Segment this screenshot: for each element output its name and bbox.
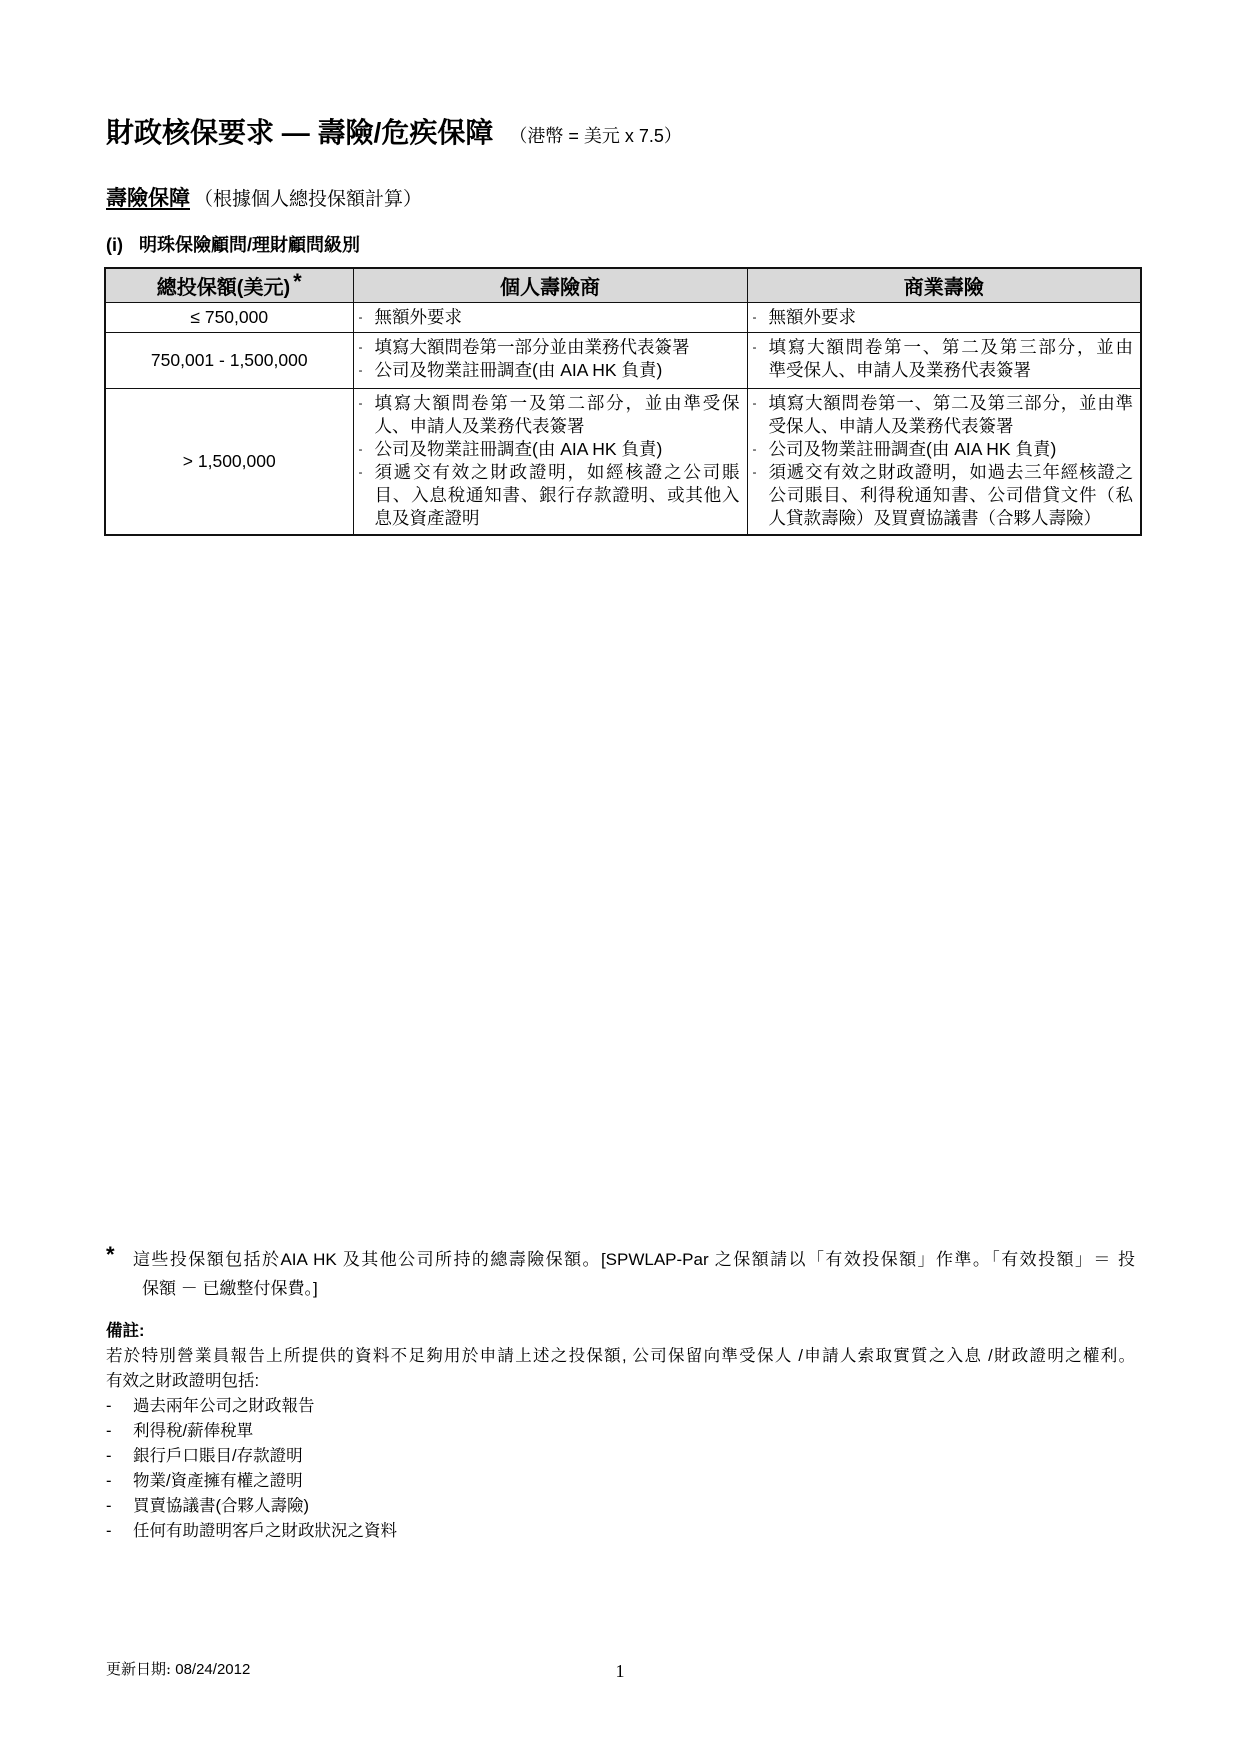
header-commercial: 商業壽險 [747, 268, 1141, 303]
requirement-item [359, 306, 740, 329]
header-individual: 個人壽險商 [353, 268, 747, 303]
requirement-item [359, 392, 740, 438]
commercial-cell [747, 389, 1141, 536]
list-item: - 銀行戶口賬目/存款證明 [106, 1444, 1135, 1469]
requirement-item [753, 438, 1134, 461]
requirement-item [753, 336, 1134, 382]
requirements-table [104, 267, 1142, 536]
remarks-heading: 備註: [106, 1322, 145, 1340]
individual-cell [353, 303, 747, 333]
subsection-title: 明珠保險顧問/理財顧問級別 [139, 235, 360, 255]
title-main: 財政核保要求 — 壽險/危疾保障 [106, 117, 494, 148]
amount-cell: ≤ 750,000 [105, 303, 353, 333]
list-item: - 利得稅/薪俸稅單 [106, 1419, 1135, 1444]
requirement-line: - 公司及物業註冊調查(由 AIA HK 負責) [374, 439, 663, 459]
requirement-item [359, 438, 740, 461]
footnote-mark: * [106, 1242, 115, 1267]
footnote-line: 這些投保額包括於AIA HK 及其他公司所持的總壽險保額。[SPWLAP-Par 之保額請以「有效投保額」作準。「有效投額」＝ 投 [133, 1250, 1135, 1269]
requirement-line: - 無額外要求 [374, 307, 462, 327]
table-header-row [105, 268, 1141, 303]
amount-cell: > 1,500,000 [105, 389, 353, 536]
requirement-item [359, 461, 740, 530]
table-row [105, 333, 1141, 389]
footnote-line: 保額 － 已繳整付保費。] [142, 1279, 318, 1298]
section-heading [106, 185, 422, 214]
requirement-line: - 須遞交有效之財政證明，如過去三年經核證之 [768, 462, 1133, 482]
requirement-line: 人、申請人及業務代表簽署 [374, 416, 585, 436]
commercial-cell [747, 333, 1141, 389]
individual-cell [353, 389, 747, 536]
section-note: （根據個人總投保額計算） [194, 189, 423, 210]
table-row [105, 303, 1141, 333]
requirement-line: 受保人、申請人及業務代表簽署 [768, 416, 1014, 436]
requirement-line: - 無額外要求 [768, 307, 856, 327]
update-date-label: 更新日期: [106, 1660, 172, 1678]
footnote [106, 1242, 1135, 1303]
update-date [106, 1659, 250, 1680]
list-item: - 買賣協議書(合夥人壽險) [106, 1494, 1135, 1519]
header-amount [105, 268, 353, 303]
requirement-line: - 公司及物業註冊調查(由 AIA HK 負責) [374, 360, 663, 380]
subsection-number: (i) [106, 235, 123, 255]
requirement-line: 準受保人、申請人及業務代表簽署 [768, 360, 1031, 380]
page-title [106, 114, 682, 155]
header-footnote-mark: * [293, 269, 302, 294]
subsection-heading [106, 233, 360, 257]
requirement-item [359, 359, 740, 382]
list-item: - 物業/資產擁有權之證明 [106, 1469, 1135, 1494]
requirement-line: - 須遞交有效之財政證明，如經核證之公司賬 [374, 462, 740, 482]
requirement-line: - 填寫大額問卷第一部分並由業務代表簽署 [374, 337, 690, 357]
requirement-line: - 填寫大額問卷第一及第二部分，並由準受保 [374, 393, 740, 413]
header-amount-label: 總投保額(美元) [156, 277, 291, 299]
requirement-item [753, 461, 1134, 530]
requirement-line: - 填寫大額問卷第一、第二及第三部分，並由準 [768, 393, 1133, 413]
update-date-value: 08/24/2012 [175, 1661, 251, 1678]
page-number: 1 [615, 1661, 625, 1681]
requirement-line: 目、入息稅通知書、銀行存款證明、或其他入 [374, 485, 740, 505]
requirement-line: 公司賬目、利得稅通知書、公司借貸文件（私 [768, 485, 1133, 505]
requirement-item [753, 306, 1134, 329]
requirement-line: - 填寫大額問卷第一、第二及第三部分，並由 [768, 337, 1133, 357]
remarks [106, 1319, 1135, 1544]
remarks-paragraph: 有效之財政證明包括: [106, 1372, 260, 1390]
commercial-cell [747, 303, 1141, 333]
individual-cell [353, 333, 747, 389]
requirement-item [359, 336, 740, 359]
table-row [105, 389, 1141, 536]
remarks-paragraph: 若於特別營業員報告上所提供的資料不足夠用於申請上述之投保額, 公司保留向準受保人 /申請人索取實質之入息 /財政證明之權利。 [106, 1347, 1135, 1365]
requirement-item [753, 392, 1134, 438]
requirement-line: 息及資產證明 [374, 508, 480, 528]
section-title: 壽險保障 [106, 187, 190, 210]
list-item: - 過去兩年公司之財政報告 [106, 1394, 1135, 1419]
title-currency-note: （港幣 = 美元 x 7.5） [509, 126, 682, 146]
amount-cell: 750,001 - 1,500,000 [105, 333, 353, 389]
list-item: - 任何有助證明客戶之財政狀況之資料 [106, 1519, 1135, 1544]
requirement-line: 人貸款壽險）及買賣協議書（合夥人壽險） [768, 508, 1101, 528]
requirement-line: - 公司及物業註冊調查(由 AIA HK 負責) [768, 439, 1057, 459]
